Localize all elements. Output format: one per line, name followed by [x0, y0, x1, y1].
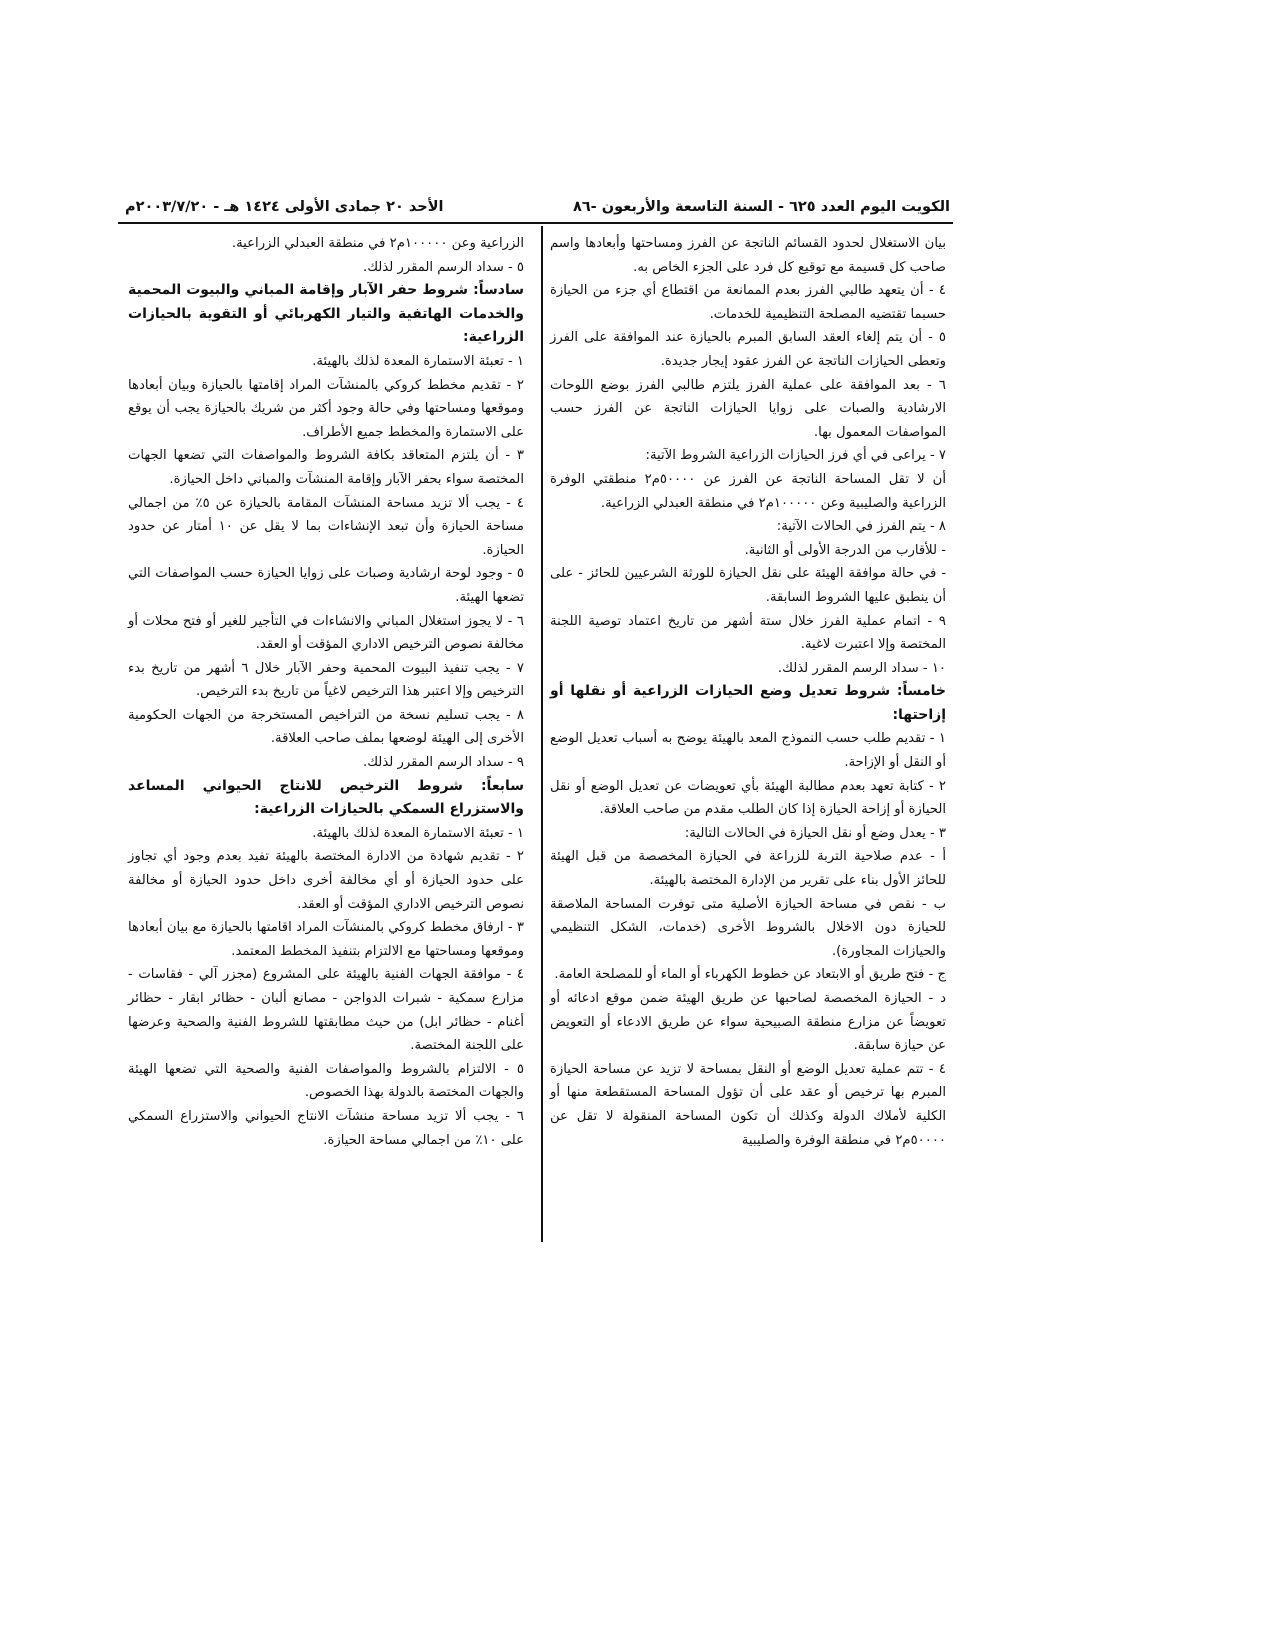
paragraph: الزراعية وعن ١٠٠٠٠٠م٢ في منطقة العبدلي الزراعية.: [231, 236, 524, 251]
paragraph: ١ - تعبئة الاستمارة المعدة لذلك بالهيئة.: [312, 825, 524, 841]
paragraph: ٧ - يجب تنفيذ البيوت المحمية وحفر الآبار خلال ٦ أشهر من تاريخ بدء الترخيص وإلا اعتبر هذا الترخيص لاغياً من تاريخ بدء الترخيص.: [128, 660, 524, 700]
paragraph: ٤ - يجب ألا تزيد مساحة المنشآت المقامة بالحيازة عن ٥٪ من اجمالي مساحة الحيازة وأن تبعد الإنشاءات بما لا يقل عن ١٠ أمتار عن حدود الحيازة.: [128, 495, 524, 558]
paragraph: ٤ - أن يتعهد طالبي الفرز بعدم الممانعة من اقتطاع أي جزء من الحيازة حسبما تقتضيه المصلحة التنظيمية للخدمات.: [550, 283, 946, 322]
paragraph: ج - فتح طريق أو الابتعاد عن خطوط الكهرباء أو الماء أو للمصلحة العامة.: [554, 967, 946, 983]
section-heading: خامساً: شروط تعديل وضع الحيازات الزراعية أو نقلها أو إزاحتها:: [550, 683, 946, 723]
section-heading: سادساً: شروط حفر الآبار وإقامة المباني والبيوت المحمية والخدمات الهاتفية والتيار الكهربائي أو التقوية بالحيازات الزراعية:: [128, 282, 524, 346]
header-rule: [118, 222, 953, 224]
left-column: [128, 232, 524, 1152]
paragraph: ٨ - يجب تسليم نسخة من التراخيص المستخرجة من الجهات الحكومية الأخرى إلى الهيئة لوضعها بملف صاحب العلاقة.: [128, 707, 524, 747]
paragraph: - في حالة موافقة الهيئة على نقل الحيازة للورثة الشرعيين للحائز - على أن ينطبق عليها الشروط السابقة.: [550, 566, 946, 605]
paragraph: ٧ - يراعى في أي فرز الحيازات الزراعية الشروط الآتية:: [645, 448, 946, 464]
paragraph: ١ - تعبئة الاستمارة المعدة لذلك بالهيئة.: [312, 353, 524, 369]
paragraph: ٣ - ارفاق مخطط كروكي بالمنشآت المراد اقامتها بالحيازة مع بيان أبعادها وموقعها ومساحتها مع الالتزام بتنفيذ المخطط المعتمد.: [128, 920, 524, 959]
publication-title: الكويت اليوم العدد ٦٢٥ - السنة التاسعة والأربعون -٨٦: [572, 199, 950, 215]
paragraph: ٥ - الالتزام بالشروط والمواصفات الفنية والصحية التي تضعها الهيئة والجهات المختصة بالدولة بهذا الخصوص.: [128, 1061, 524, 1101]
paragraph: ٣ - أن يلتزم المتعاقد بكافة الشروط والمواصفات التي تضعها الجهات المختصة سواء بحفر الآبار وإقامة المنشآت والمباني داخل الحيازة.: [128, 448, 524, 487]
paragraph: ٢ - كتابة تعهد بعدم مطالبة الهيئة بأي تعويضات عن تعديل الوضع أو نقل الحيازة أو إزاحة الحيازة إذا كان الطلب مقدم من صاحب العلاقة.: [550, 778, 946, 818]
paragraph: - للأقارب من الدرجة الأولى أو الثانية.: [744, 542, 946, 558]
paragraph: ٦ - لا يجوز استغلال المباني والانشاءات في التأجير للغير أو فتح محلات أو مخالفة نصوص الترخيص الاداري المؤقت أو العقد.: [128, 613, 524, 653]
page-header: [125, 196, 950, 218]
paragraph: د - الحيازة المخصصة لصاحبها عن طريق الهيئة ضمن موقع ادعائه أو تعويضاً عن مزارع منطقة الصبيحية سواء عن طريق الادعاء أو التعويض عن حيازة سابقة.: [550, 991, 946, 1054]
paragraph: ٢ - تقديم مخطط كروكي بالمنشآت المراد إقامتها بالحيازة وبيان أبعادها وموقعها ومساحتها وفي حالة وجود أكثر من شريك بالحيازة يجب أن يوقع على الاستمارة والمخطط جميع الأطراف.: [128, 377, 524, 440]
paragraph: ٦ - بعد الموافقة على عملية الفرز يلتزم طالبي الفرز بوضع اللوحات الارشادية والصبات على زوايا الحيازات الناتجة عن الفرز حسب المواصفات المعمول بها.: [550, 377, 946, 440]
right-column: [550, 232, 946, 1152]
paragraph: ٥ - وجود لوحة ارشادية وصبات على زوايا الحيازة حسب المواصفات التي تضعها الهيئة.: [128, 566, 524, 605]
paragraph: ١ - تقديم طلب حسب النموذج المعد بالهيئة يوضح به أسباب تعديل الوضع أو النقل أو الإزاحة.: [550, 731, 946, 771]
paragraph: بيان الاستغلال لحدود القسائم الناتجة عن الفرز ومساحتها وأبعادها واسم صاحب كل قسيمة مع توقيع كل فرد على الجزء الخاص به.: [550, 236, 946, 275]
paragraph: ١٠ - سداد الرسم المقرر لذلك.: [777, 660, 946, 676]
paragraph: ب - نقص في مساحة الحيازة الأصلية متى توفرت المساحة الملاصقة للحيازة دون الاخلال بالشروط الأخرى (خدمات، الشكل التنظيمي والحيازات المجاورة).: [550, 896, 946, 959]
paragraph: ٣ - يعدل وضع أو نقل الحيازة في الحالات التالية:: [684, 825, 946, 841]
section-heading: سابعاً: شروط الترخيص للانتاج الحيواني المساعد والاستزراع السمكي بالحيازات الزراعية:: [128, 777, 524, 818]
paragraph: ٥ - سداد الرسم المقرر لذلك.: [363, 259, 524, 275]
column-divider: [541, 226, 543, 1242]
paragraph: ٨ - يتم الفرز في الحالات الآتية:: [776, 519, 946, 535]
paragraph: ٩ - سداد الرسم المقرر لذلك.: [363, 755, 524, 771]
paragraph: ٦ - يجب ألا تزيد مساحة منشآت الانتاج الحيواني والاستزراع السمكي على ١٠٪ من اجمالي مساحة الحيازة.: [128, 1108, 524, 1148]
paragraph: ٥ - أن يتم إلغاء العقد السابق المبرم بالحيازة عند الموافقة على الفرز وتعطى الحيازات الناتجة عن الفرز عقود إيجار جديدة.: [550, 330, 946, 369]
paragraph: ٢ - تقديم شهادة من الادارة المختصة بالهيئة تفيد بعدم وجود أي تجاوز على حدود الحيازة أو أي مخالفة أخرى داخل حدود الحيازة أو مخالفة نصوص الترخيص الاداري المؤقت أو العقد.: [128, 849, 524, 912]
paragraph: أ - عدم صلاحية التربة للزراعة في الحيازة المخصصة من قبل الهيئة للحائز الأول بناء على تقرير من الإدارة المختصة بالهيئة.: [550, 849, 946, 889]
paragraph: ٤ - تتم عملية تعديل الوضع أو النقل بمساحة لا تزيد عن مساحة الحيازة المبرم بها ترخيص أو عقد على أن تؤول المساحة المستقطعة منها أو الكلية لأملاك الدولة وكذلك أن تكون المساحة المنقولة لا تقل عن ٥٠٠٠٠م٢ في منطقة الوفرة والصليبية: [550, 1061, 946, 1148]
paragraph: أن لا تقل المساحة الناتجة عن الفرز عن ٥٠٠٠٠م٢ منطقتي الوفرة الزراعية والصليبية وعن ١٠٠٠٠٠م٢ في منطقة العبدلي الزراعية.: [550, 471, 946, 511]
paragraph: ٤ - موافقة الجهات الفنية بالهيئة على المشروع (مجزر آلي - فقاسات - مزارع سمكية - شبرات الدواجن - مصانع ألبان - حظائر ابقار - حظائر أغنام - حظائر ابل) من حيث مطابقتها للشروط الفنية والصحية وعرضها على اللجنة المختصة.: [128, 967, 524, 1054]
publication-date: الأحد ٢٠ جمادى الأولى ١٤٢٤ هـ - ٢٠٠٣/٧/٢٠م: [125, 199, 444, 215]
paragraph: ٩ - اتمام عملية الفرز خلال ستة أشهر من تاريخ اعتماد توصية اللجنة المختصة وإلا اعتبرت لاغية.: [550, 613, 946, 653]
